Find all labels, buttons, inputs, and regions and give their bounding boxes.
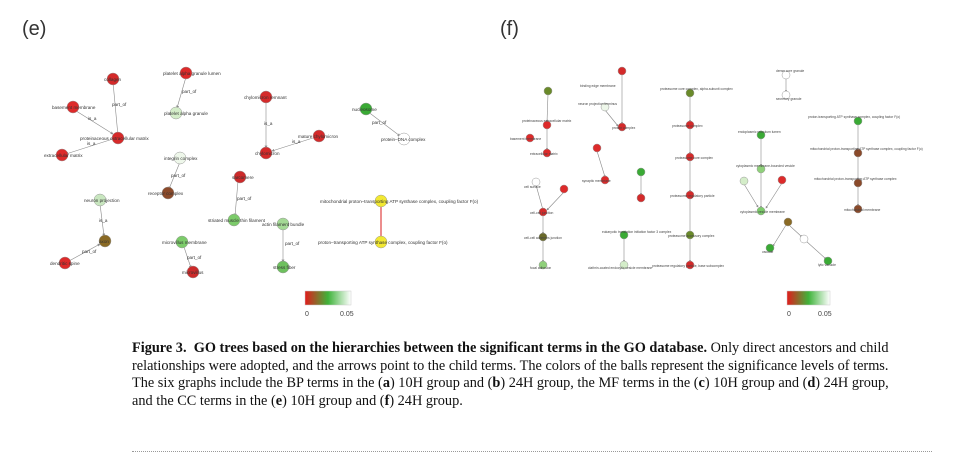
svg-text:binding edge membrane: binding edge membrane	[580, 84, 616, 88]
svg-text:basement membrane: basement membrane	[52, 105, 96, 110]
section-divider	[132, 451, 932, 452]
svg-text:proton–transporting ATP syntha: proton–transporting ATP synthase complex, coupling factor F(o)	[318, 240, 448, 245]
svg-text:neuron projection terminus: neuron projection terminus	[578, 102, 618, 106]
svg-text:microvillus membrane: microvillus membrane	[162, 240, 207, 245]
svg-text:proteasome core complex, alpha: proteasome core complex, alpha-subunit complex	[660, 87, 733, 91]
go-tree-f	[500, 50, 940, 320]
svg-text:mitochondrial proton-transport: mitochondrial proton-transporting ATP synthase complex, coupling factor F(o)	[810, 147, 923, 151]
svg-text:extracellular matrix: extracellular matrix	[44, 153, 83, 158]
svg-text:cell-cell adherens junction: cell-cell adherens junction	[524, 236, 562, 240]
go-tree-e	[0, 50, 480, 320]
svg-text:neuron projection: neuron projection	[84, 198, 120, 203]
nodes-e	[56, 67, 410, 278]
svg-text:proteinaceous extracellular ma: proteinaceous extracellular matrix	[80, 136, 149, 141]
panel-e-letter: (e)	[22, 18, 47, 40]
svg-text:is_a: is_a	[87, 141, 96, 146]
svg-text:part_of: part_of	[285, 241, 300, 246]
svg-text:eukaryotic translation initiat: eukaryotic translation initiation factor 3 complex	[602, 230, 672, 234]
svg-text:cell-cell junction: cell-cell junction	[530, 211, 554, 215]
svg-text:part_of: part_of	[237, 196, 252, 201]
svg-text:part_of: part_of	[171, 173, 186, 178]
svg-text:is_a: is_a	[292, 139, 301, 144]
svg-text:secretory granule: secretory granule	[776, 97, 802, 101]
svg-text:0.05: 0.05	[818, 311, 832, 318]
svg-text:0: 0	[305, 311, 309, 318]
color-scale-f	[787, 291, 832, 318]
node-labels-f	[510, 69, 923, 270]
svg-text:receptor complex: receptor complex	[148, 191, 184, 196]
svg-text:focal adhesion: focal adhesion	[530, 266, 552, 270]
svg-text:basement membrane: basement membrane	[510, 137, 542, 141]
nodes-f	[526, 67, 862, 269]
svg-text:stress fiber: stress fiber	[273, 265, 296, 270]
svg-text:collagen: collagen	[104, 77, 122, 82]
figure-caption: Figure 3. GO trees based on the hierarchies between the significant terms in the GO database. Only direct ancestors and child relationships were adopted, and the arrows point to the child terms. The colors of the balls represent the significance levels of terms. The six graphs include the BP terms in the (a) 10H group and (b) 24H group, the MF terms in the (c) 10H group and (d) 24H group, and the CC terms in the (e) 10H group and (f) 24H group.	[132, 340, 889, 409]
svg-text:part_of: part_of	[187, 255, 202, 260]
svg-text:striated muscle thin filament: striated muscle thin filament	[208, 218, 265, 223]
svg-text:proton-transporting ATP syntha: proton-transporting ATP synthase complex, coupling factor F(o)	[808, 115, 901, 119]
svg-text:mature chylomicron: mature chylomicron	[298, 134, 339, 139]
svg-text:protein–DNA complex: protein–DNA complex	[381, 137, 426, 142]
svg-text:nucleosome: nucleosome	[352, 107, 377, 112]
svg-text:mitochondrial proton–transport: mitochondrial proton–transporting ATP synthase complex, coupling factor F(o)	[320, 199, 479, 204]
svg-text:integrin complex: integrin complex	[164, 156, 198, 161]
svg-text:is_a: is_a	[88, 116, 97, 121]
svg-text:dense core granule: dense core granule	[776, 69, 805, 73]
svg-text:proteasome regulatory particle: proteasome regulatory particle	[670, 194, 715, 198]
svg-text:sarcomere: sarcomere	[232, 175, 254, 180]
svg-text:chylomicron: chylomicron	[255, 151, 280, 156]
svg-text:0.05: 0.05	[340, 311, 354, 318]
svg-text:proteasome core complex: proteasome core complex	[675, 156, 713, 160]
svg-text:clathrin-coated endocytic vesi: clathrin-coated endocytic vesicle membrane	[588, 266, 653, 270]
color-scale-e	[305, 291, 354, 318]
svg-text:lytic vacuole: lytic vacuole	[818, 263, 836, 267]
svg-text:cytoplasmic membrane-bounded v: cytoplasmic membrane-bounded vesicle	[736, 164, 795, 168]
svg-text:proteasome regulatory particle: proteasome regulatory particle, base subcomplex	[652, 264, 725, 268]
figure-label: Figure 3.	[132, 340, 187, 356]
svg-text:mitochondrial proton-transport: mitochondrial proton-transporting ATP synthase complex	[814, 177, 897, 181]
svg-text:mitochondrial membrane: mitochondrial membrane	[844, 208, 881, 212]
svg-text:part_of: part_of	[82, 249, 97, 254]
figure-title: GO trees based on the hierarchies between the significant terms in the GO database.	[193, 340, 708, 356]
svg-text:platelet alpha granule lumen: platelet alpha granule lumen	[163, 71, 221, 76]
svg-text:part_of: part_of	[112, 102, 127, 107]
panel-f-letter: (f)	[500, 18, 519, 40]
svg-text:proteasome complex: proteasome complex	[672, 124, 703, 128]
svg-text:chylomicron remnant: chylomicron remnant	[244, 95, 287, 100]
svg-text:dendritic spine: dendritic spine	[50, 261, 80, 266]
svg-text:proteinaceous extracellular ma: proteinaceous extracellular matrix	[522, 119, 572, 123]
svg-text:actin filament bundle: actin filament bundle	[262, 222, 305, 227]
svg-text:proteasome accessory complex: proteasome accessory complex	[668, 234, 715, 238]
svg-text:microvillus: microvillus	[182, 270, 204, 275]
svg-text:is_a: is_a	[99, 218, 108, 223]
svg-text:synaptic membrane: synaptic membrane	[582, 179, 611, 183]
svg-text:part_of: part_of	[182, 89, 197, 94]
svg-text:protein complex: protein complex	[612, 126, 636, 130]
svg-text:extracellular matrix: extracellular matrix	[530, 152, 558, 156]
svg-text:part_of: part_of	[372, 120, 387, 125]
svg-text:endoplasmic reticulum lumen: endoplasmic reticulum lumen	[738, 130, 781, 134]
svg-text:axon: axon	[99, 239, 109, 244]
svg-text:cytoplasmic vesicle membrane: cytoplasmic vesicle membrane	[740, 210, 785, 214]
svg-text:is_a: is_a	[264, 121, 273, 126]
svg-text:cell surface: cell surface	[524, 185, 541, 189]
svg-text:vacuole: vacuole	[762, 250, 774, 254]
svg-text:platelet alpha granule: platelet alpha granule	[164, 111, 208, 116]
svg-text:0: 0	[787, 311, 791, 318]
